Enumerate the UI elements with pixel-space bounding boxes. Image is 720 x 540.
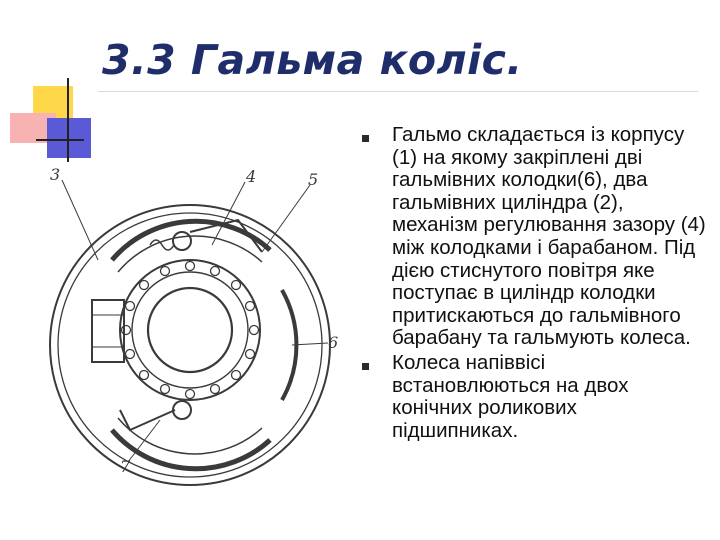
drum-inner-ring (58, 213, 322, 477)
callout-4: 4 (246, 167, 257, 186)
slide-title: 3.3 Гальма коліс. (102, 36, 523, 84)
bullet-item (362, 124, 707, 350)
bullet-text: Гальмо складається із корпусу (1) на якому закріплені дві гальмівних колодки(6), два гальмівних циліндра (2), механізм регулювання зазору (4) між колодками і барабаном. Під дією стиснутого повітря яке поступає в циліндр колодки притискаються до гальмівного барабану та гальмують колеса. (392, 123, 706, 350)
callout-7: 7 (120, 457, 131, 476)
lower-anchor (173, 401, 191, 419)
hub-ring (132, 272, 248, 388)
lower-arm (120, 410, 175, 430)
bullet-list (362, 124, 707, 444)
callout-5: 5 (308, 170, 319, 189)
bullet-item (362, 352, 707, 442)
hub-center (148, 288, 232, 372)
brake-diagram (0, 150, 372, 530)
decor-horizontal-line (36, 139, 84, 141)
lower-brake-shoe (112, 430, 270, 469)
bullet-square-icon (362, 135, 369, 142)
adjuster-pivot (173, 232, 191, 250)
lower-shoe-lining (118, 418, 262, 454)
bullet-text: Колеса напіввісі встановлюються на двох конічних роликових підшипниках. (392, 350, 629, 442)
hub-bolt-holes (122, 262, 259, 399)
callout-6: 6 (328, 333, 339, 352)
callout-3: 3 (50, 165, 61, 184)
title-underline (98, 91, 698, 92)
bullet-square-icon (362, 363, 369, 370)
